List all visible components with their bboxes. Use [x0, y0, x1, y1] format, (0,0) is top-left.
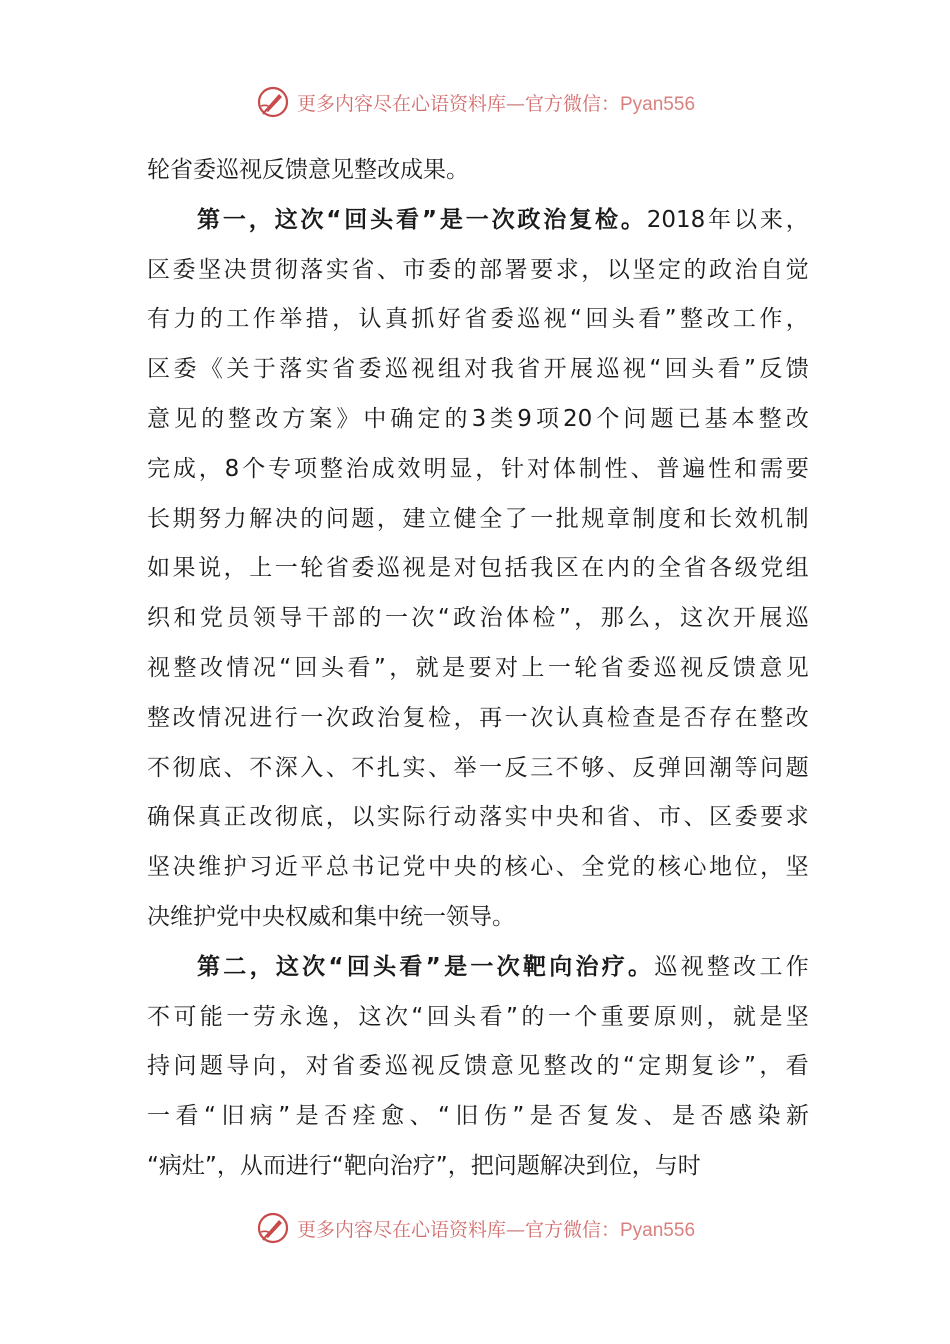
text-line: 区 委 《 关 于 落 实 省 委 巡 视 组 对 我 省 开 展 巡 视 “ 回 头 看 ” 反 馈 — [147, 356, 809, 383]
text-line: 一 看 “ 旧 病 ” 是 否 痊 愈 、 “ 旧 伤 ” 是 否 复 发 、 是 否 感 染 新 — [147, 1103, 809, 1130]
text-line: 视 整 改 情 况 “ 回 头 看 ” ， 就 是 要 对 上 一 轮 省 委 巡 视 反 馈 意 见 — [147, 654, 809, 681]
banner-dash: — — [505, 1218, 525, 1241]
text-line: 持 问 题 导 向 ， 对 省 委 巡 视 反 馈 意 见 整 改 的 “ 定 期 复 诊 ” ， 看 — [147, 1053, 809, 1080]
banner-prefix: 更多内容尽在心语资料库 — [296, 92, 506, 115]
banner-wechat-id: Pyan556 — [620, 93, 696, 115]
text-line: 确 保 真 正 改 彻 底 ， 以 实 际 行 动 落 实 中 央 和 省 、 市 、 区 委 要 求 — [147, 804, 809, 831]
banner-text — [297, 89, 695, 116]
banner-prefix: 更多内容尽在心语资料库 — [296, 1218, 506, 1241]
text-line: 织 和 党 员 领 导 干 部 的 一 次 “ 政 治 体 检 ” ， 那 么 ， 这 次 开 展 巡 — [147, 605, 809, 632]
text-line: 长 期 努 力 解 决 的 问 题 ， 建 立 健 全 了 一 批 规 章 制 度 和 长 效 机 制 — [147, 505, 809, 532]
text-line: 不 彻 底 、 不 深 入 、 不 扎 实 、 举 一 反 三 不 够 、 反 弹 回 潮 等 问 题 — [147, 754, 809, 781]
pen-logo-icon — [255, 1210, 291, 1246]
text-line: 坚 决 维 护 习 近 平 总 书 记 党 中 央 的 核 心 、 全 党 的 核 心 地 位 ， 坚 — [147, 854, 809, 881]
text-line: 决 维 护 党 中 央 权 威 和 集 中 统 一 领 导 。 — [147, 903, 515, 930]
text-line: “ 病 灶 ” ， 从 而 进 行 “ 靶 向 治 疗 ” ， 把 问 题 解 决 到 位 ， 与 时 — [147, 1152, 701, 1179]
text-line: 整 改 情 况 进 行 一 次 政 治 复 检 ， 再 一 次 认 真 检 查 是 否 存 在 整 改 — [147, 704, 809, 731]
footer-watermark-banner — [0, 1208, 950, 1248]
text-line: 意 见 的 整 改 方 案 》 中 确 定 的 3 类 9 项 20 个 问 题 已 基 本 整 改 — [147, 405, 809, 432]
text-line: 第 二 ， 这 次 “ 回 头 看 ” 是 一 次 靶 向 治 疗 。 巡 视 整 改 工 作 — [197, 953, 809, 980]
text-line: 如 果 说 ， 上 一 轮 省 委 巡 视 是 对 包 括 我 区 在 内 的 全 省 各 级 党 组 — [147, 555, 809, 582]
banner-dash: — — [505, 92, 525, 115]
text-line: 完 成 ， 8 个 专 项 整 治 成 效 明 显 ， 针 对 体 制 性 、 普 遍 性 和 需 要 — [147, 455, 809, 482]
banner-wechat-label: 官方微信： — [524, 1218, 620, 1241]
banner-wechat-label: 官方微信： — [524, 92, 620, 115]
text-line: 有 力 的 工 作 举 措 ， 认 真 抓 好 省 委 巡 视 “ 回 头 看 ” 整 改 工 作 ， — [147, 306, 809, 333]
text-line: 第 一 ， 这 次 “ 回 头 看 ” 是 一 次 政 治 复 检 。 2018 年 以 来 ， — [197, 206, 809, 233]
pen-logo-icon — [255, 84, 291, 120]
body-text — [147, 146, 809, 1192]
banner-wechat-id: Pyan556 — [620, 1219, 696, 1241]
text-line: 区 委 坚 决 贯 彻 落 实 省 、 市 委 的 部 署 要 求 ， 以 坚 定 的 政 治 自 觉 — [147, 256, 809, 283]
banner-text — [297, 1215, 695, 1242]
text-line: 轮 省 委 巡 视 反 馈 意 见 整 改 成 果 。 — [147, 157, 469, 183]
text-line: 不 可 能 一 劳 永 逸 ， 这 次 “ 回 头 看 ” 的 一 个 重 要 原 则 ， 就 是 坚 — [147, 1003, 809, 1030]
header-watermark-banner — [0, 82, 950, 122]
